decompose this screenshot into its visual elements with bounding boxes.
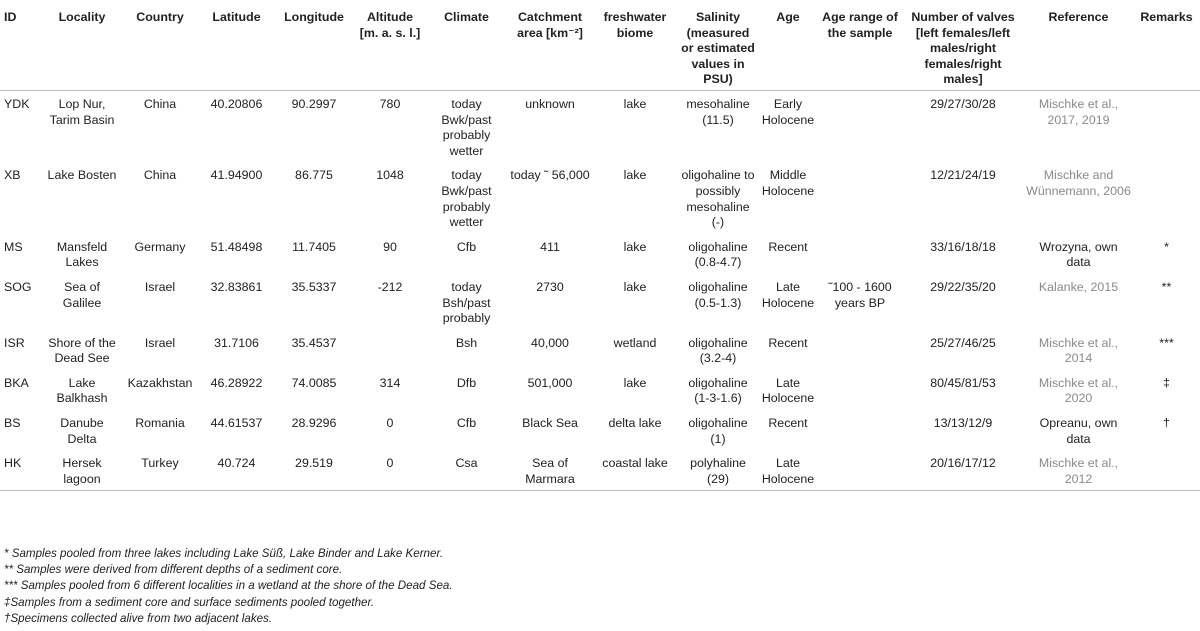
cell-reference: Mischke et al., 2020 <box>1038 375 1119 406</box>
cell-locality: Lop Nur, Tarim Basin <box>49 96 115 127</box>
cell-biome: coastal lake <box>602 456 668 471</box>
cell-age-range <box>818 234 902 274</box>
cell-catchment-area: unknown <box>525 96 575 111</box>
cell-latitude: 41.94900 <box>210 168 263 183</box>
cell-longitude: 86.775 <box>295 168 333 183</box>
cell-reference: Opreanu, own data <box>1039 416 1118 446</box>
cell-remarks: * <box>1164 239 1169 254</box>
header-row <box>0 0 1200 90</box>
header-catchment-area: Catchment area [km⁻²] <box>517 10 583 40</box>
cell-reference: Mischke et al., 2014 <box>1038 335 1119 366</box>
cell-climate: today Bwk/past probably wetter <box>441 96 492 158</box>
header-reference: Reference <box>1048 10 1109 24</box>
header-freshwater-biome: freshwater biome <box>603 10 667 40</box>
cell-biome: lake <box>623 279 647 294</box>
cell-valves: 13/13/12/9 <box>933 416 993 431</box>
cell-climate: Cfb <box>456 416 477 431</box>
cell-id: SOG <box>4 279 32 294</box>
cell-longitude: 29.519 <box>295 456 333 471</box>
cell-id: HK <box>4 456 22 471</box>
cell-reference: Wrozyna, own data <box>1039 239 1118 270</box>
cell-salinity: oligohaline (3.2-4) <box>688 335 748 366</box>
cell-altitude <box>355 330 425 370</box>
cell-catchment-area: 501,000 <box>527 375 573 390</box>
cell-valves: 29/27/30/28 <box>930 96 996 111</box>
header-country: Country <box>136 10 184 24</box>
cell-valves: 25/27/46/25 <box>930 335 996 350</box>
cell-latitude: 40.724 <box>217 456 256 471</box>
cell-catchment-area: Black Sea <box>522 416 578 431</box>
cell-longitude: 35.4537 <box>291 335 337 350</box>
cell-country: China <box>143 168 177 183</box>
header-age-range: Age range of the sample <box>822 10 898 40</box>
cell-locality: Sea of Galilee <box>62 279 102 310</box>
cell-remarks <box>1133 90 1200 162</box>
cell-valves: 29/22/35/20 <box>930 279 996 294</box>
cell-longitude: 11.7405 <box>292 239 336 254</box>
cell-altitude: 0 <box>386 416 394 431</box>
cell-id: XB <box>4 168 21 183</box>
cell-latitude: 40.20806 <box>210 96 263 111</box>
table-row <box>0 162 1200 233</box>
cell-climate: today Bsh/past probably <box>442 279 491 326</box>
cell-country: Romania <box>135 416 185 431</box>
cell-climate: Dfb <box>456 375 477 390</box>
cell-age-range <box>818 162 902 233</box>
cell-remarks <box>1133 450 1200 491</box>
cell-altitude: 780 <box>379 96 401 111</box>
cell-longitude: 74.0085 <box>291 375 337 390</box>
cell-locality: Mansfeld Lakes <box>56 239 108 270</box>
footnote: *** Samples pooled from 6 different localities in a wetland at the shore of the Dead Sea. <box>4 579 453 593</box>
table-row <box>0 370 1200 410</box>
table-row <box>0 330 1200 370</box>
cell-reference: Mischke and Wünnemann, 2006 <box>1026 168 1131 198</box>
table-row <box>0 450 1200 491</box>
header-latitude: Latitude <box>212 10 261 24</box>
cell-country: China <box>143 96 177 111</box>
header-id: ID <box>4 10 17 24</box>
cell-remarks: † <box>1163 416 1170 431</box>
cell-locality: Lake Bosten <box>47 168 117 183</box>
cell-longitude: 35.5337 <box>291 279 337 294</box>
cell-biome: delta lake <box>608 416 662 431</box>
cell-age-range <box>818 90 902 162</box>
cell-remarks: ** <box>1161 279 1172 294</box>
cell-locality: Danube Delta <box>60 416 104 446</box>
cell-remarks: ‡ <box>1163 375 1170 390</box>
table-row <box>0 234 1200 274</box>
footnote: ** Samples were derived from different depths of a sediment core. <box>4 563 343 577</box>
cell-valves: 80/45/81/53 <box>930 375 996 390</box>
cell-salinity: oligohaline (1) <box>688 416 748 446</box>
cell-id: MS <box>4 239 23 254</box>
cell-remarks <box>1133 162 1200 233</box>
cell-salinity: mesohaline (11.5) <box>686 96 750 127</box>
cell-latitude: 51.48498 <box>210 239 263 254</box>
table-header <box>0 0 1200 90</box>
cell-climate: Cfb <box>456 239 477 254</box>
cell-altitude: 0 <box>386 456 394 471</box>
cell-country: Kazakhstan <box>127 375 193 390</box>
cell-id: ISR <box>4 335 25 350</box>
footnote: * Samples pooled from three lakes including Lake Süß, Lake Binder and Lake Kerner. <box>4 547 444 560</box>
cell-age-range <box>818 330 902 370</box>
cell-latitude: 31.7106 <box>214 335 259 350</box>
cell-reference: Mischke et al., 2012 <box>1038 456 1119 486</box>
cell-catchment-area: 411 <box>540 239 560 254</box>
cell-id: BS <box>4 416 21 431</box>
header-salinity: Salinity (measured or estimated values in PSU) <box>681 10 755 87</box>
cell-age: Recent <box>768 335 808 350</box>
header-altitude: Altitude [m. a. s. l.] <box>359 10 421 40</box>
cell-longitude: 90.2997 <box>291 96 337 111</box>
cell-age: Late Holocene <box>761 456 815 486</box>
cell-salinity: oligohaline (1-3-1.6) <box>688 375 748 406</box>
cell-age: Recent <box>768 239 808 254</box>
cell-age: Recent <box>768 416 808 431</box>
cell-reference: Mischke et al., 2017, 2019 <box>1038 96 1119 127</box>
cell-age-range <box>818 370 902 410</box>
cell-remarks: *** <box>1159 335 1174 350</box>
cell-latitude: 44.61537 <box>210 416 263 431</box>
cell-id: YDK <box>4 96 30 111</box>
cell-id: BKA <box>4 375 29 390</box>
cell-altitude: 90 <box>383 239 397 254</box>
footnote: †Specimens collected alive from two adjacent lakes. <box>4 611 273 625</box>
cell-salinity: oligohaline (0.5-1.3) <box>688 279 748 310</box>
cell-reference: Kalanke, 2015 <box>1038 279 1119 294</box>
cell-locality: Shore of the Dead See <box>48 335 116 366</box>
cell-altitude: 1048 <box>376 168 404 183</box>
cell-latitude: 32.83861 <box>210 279 263 294</box>
cell-longitude: 28.9296 <box>291 416 337 431</box>
cell-climate: today Bwk/past probably wetter <box>441 168 492 230</box>
cell-latitude: 46.28922 <box>210 375 263 390</box>
cell-valves: 12/21/24/19 <box>930 168 996 183</box>
header-remarks: Remarks <box>1140 10 1193 24</box>
cell-salinity: oligohaline (0.8-4.7) <box>688 239 748 270</box>
footnote: ‡Samples from a sediment core and surface sediments pooled together. <box>4 595 375 609</box>
cell-country: Turkey <box>141 456 179 471</box>
header-longitude: Longitude <box>284 10 344 24</box>
cell-biome: lake <box>623 96 647 111</box>
table-row <box>0 90 1200 162</box>
cell-age: Late Holocene <box>761 279 815 310</box>
cell-age: Late Holocene <box>761 375 815 406</box>
cell-locality: Lake Balkhash <box>56 375 108 406</box>
cell-catchment-area: 2730 <box>536 279 564 294</box>
cell-climate: Csa <box>455 456 478 471</box>
table-footnotes <box>4 546 453 627</box>
cell-biome: lake <box>623 168 647 183</box>
cell-country: Israel <box>144 279 176 294</box>
cell-country: Germany <box>134 239 186 254</box>
cell-biome: lake <box>623 239 647 254</box>
table-body <box>0 90 1200 490</box>
header-age: Age <box>776 10 800 24</box>
header-locality: Locality <box>58 10 106 24</box>
cell-catchment-area: Sea of Marmara <box>525 456 575 486</box>
cell-altitude: -212 <box>377 279 403 294</box>
cell-locality: Hersek lagoon <box>62 456 102 486</box>
table-row <box>0 274 1200 330</box>
cell-age: Middle Holocene <box>761 168 815 198</box>
cell-age-range: ˜100 - 1600 years BP <box>828 279 892 310</box>
cell-country: Israel <box>144 335 176 350</box>
cell-climate: Bsh <box>455 335 478 350</box>
cell-biome: lake <box>623 375 647 390</box>
cell-valves: 20/16/17/12 <box>930 456 996 471</box>
cell-salinity: oligohaline to possibly mesohaline (-) <box>681 168 755 230</box>
header-climate: Climate <box>444 10 489 24</box>
cell-catchment-area: today ˜ 56,000 <box>510 168 590 183</box>
cell-altitude: 314 <box>379 375 401 390</box>
cell-age-range <box>818 410 902 450</box>
cell-biome: wetland <box>613 335 657 350</box>
table-row <box>0 410 1200 450</box>
cell-age-range <box>818 450 902 491</box>
cell-age: Early Holocene <box>761 96 815 127</box>
cell-valves: 33/16/18/18 <box>930 239 996 254</box>
cell-catchment-area: 40,000 <box>531 335 569 350</box>
header-number-of-valves: Number of valves [left females/left males/right females/right males] <box>911 10 1015 87</box>
cell-salinity: polyhaline (29) <box>690 456 746 486</box>
